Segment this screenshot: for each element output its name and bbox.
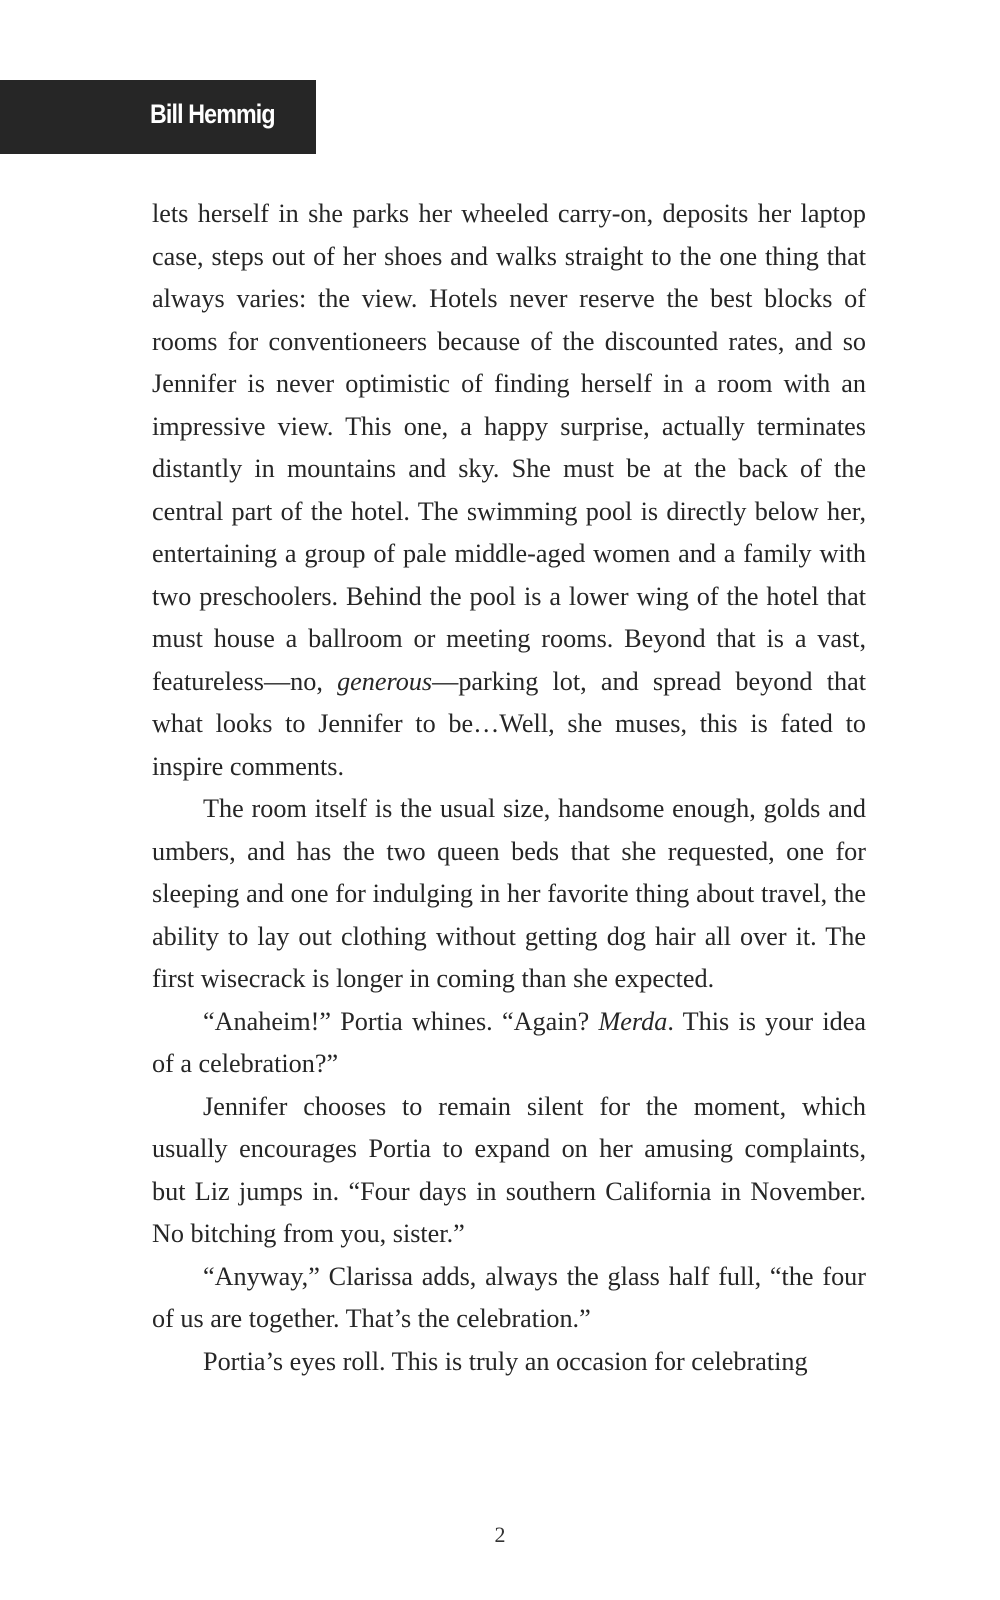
paragraph-6: Portia’s eyes roll. This is truly an occasion for celebrating xyxy=(203,1346,808,1376)
paragraph-5: “Anyway,” Clarissa adds, always the glass half full, “the four of us are together. That’s the celebration.” xyxy=(152,1261,866,1333)
paragraph-3 xyxy=(152,1001,866,1086)
page-number: 2 xyxy=(494,1522,506,1547)
paragraph-3-emphasis: Merda xyxy=(598,1006,668,1036)
paragraph-1-emphasis: generous xyxy=(337,666,433,696)
body-text xyxy=(152,193,866,1383)
paragraph-1-part-b: —parking lot, and spread beyond that what looks to Jennifer to be…Well, she muses, this is fated to inspire comments. xyxy=(152,666,866,781)
paragraph-1 xyxy=(152,193,866,788)
paragraph-3-part-b: . This is your idea of a celebration?” xyxy=(152,1006,867,1078)
paragraph-4: Jennifer chooses to remain silent for the moment, which usually encourages Portia to expand on her amusing complaints, but Liz jumps in. “Four days in southern California in November. No bitching from you, sister.” xyxy=(152,1091,866,1248)
paragraph-1-part-a: lets herself in she parks her wheeled carry-on, deposits her laptop case, steps out of her shoes and walks straight to the one thing that always varies: the view. Hotels never reserve the best blocks of rooms for conventioneers because of the discounted rates, and so Jennifer is never optimistic of finding herself in a room with an impressive view. This one, a happy surprise, actually terminates distantly in mountains and sky. She must be at the back of the central part of the hotel. The swimming pool is directly below her, entertaining a group of pale middle-aged women and a family with two preschoolers. Behind the pool is a lower wing of the hotel that must house a ballroom or meeting rooms. Beyond that is a vast, featureless—no, xyxy=(152,199,866,696)
paragraph-2: The room itself is the usual size, handsome enough, golds and umbers, and has the two queen beds that she requested, one for sleeping and one for indulging in her favorite thing about travel, the ability to lay out clothing without getting dog hair all over it. The first wisecrack is longer in coming than she expected. xyxy=(152,794,866,993)
paragraph-3-part-a: “Anaheim!” Portia whines. “Again? xyxy=(203,1006,599,1036)
running-header-author: Bill Hemmig xyxy=(150,99,275,129)
